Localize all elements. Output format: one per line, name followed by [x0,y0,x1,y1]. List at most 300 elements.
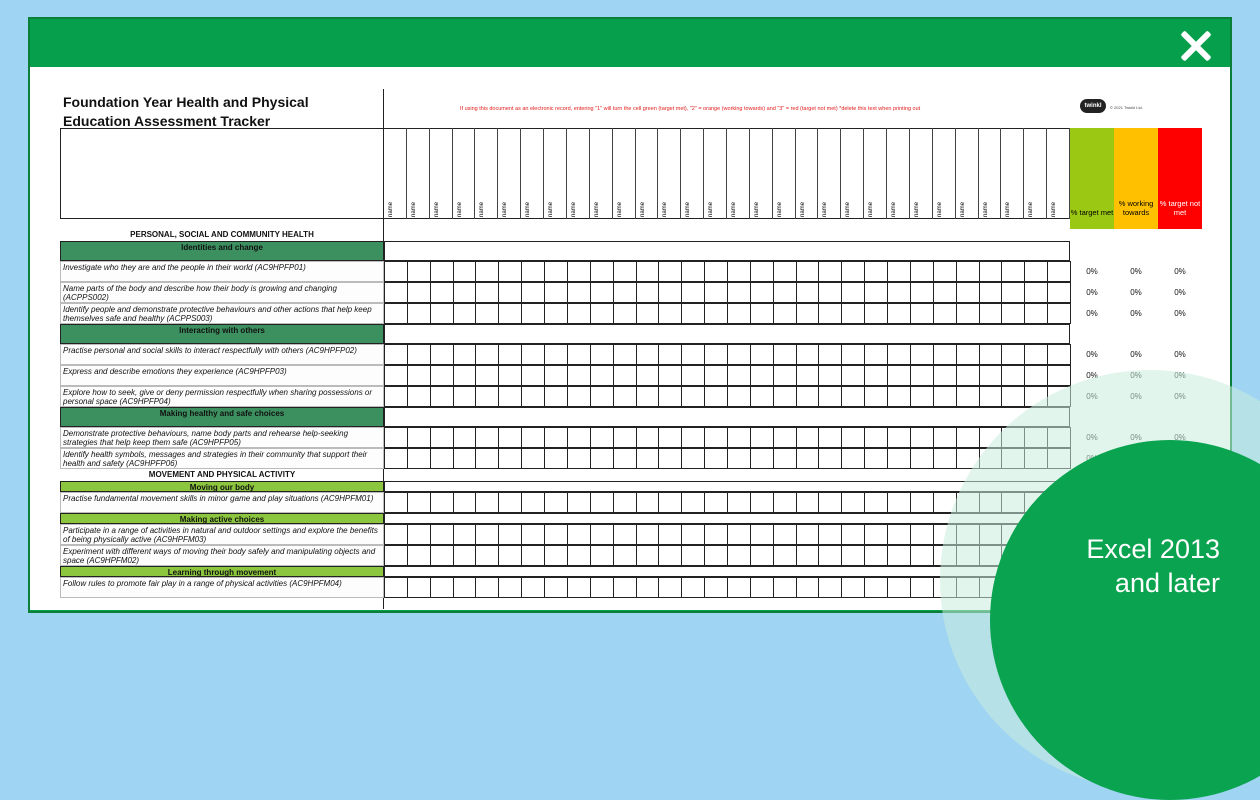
assessment-cell[interactable] [590,386,614,407]
assessment-cell[interactable] [498,577,522,598]
assessment-cell[interactable] [1047,344,1071,365]
student-name-column[interactable] [956,128,979,219]
assessment-cell[interactable] [841,492,865,513]
assessment-cell[interactable] [704,545,728,566]
assessment-cell[interactable] [818,524,842,545]
assessment-cell[interactable] [384,282,408,303]
assessment-cell[interactable] [636,448,660,469]
student-name-column[interactable] [1001,128,1024,219]
assessment-cell[interactable] [636,545,660,566]
assessment-cell[interactable] [841,545,865,566]
assessment-cell[interactable] [636,344,660,365]
student-name-column[interactable] [727,128,750,219]
assessment-cell[interactable] [453,577,477,598]
assessment-cell[interactable] [750,282,774,303]
assessment-cell[interactable] [887,524,911,545]
assessment-cell[interactable] [475,386,499,407]
assessment-cell[interactable] [681,365,705,386]
assessment-cell[interactable] [796,261,820,282]
assessment-cell[interactable] [658,386,682,407]
assessment-cell[interactable] [841,427,865,448]
assessment-cell[interactable] [636,386,660,407]
assessment-cell[interactable] [658,492,682,513]
assessment-cell[interactable] [430,577,454,598]
assessment-cell[interactable] [864,365,888,386]
assessment-cell[interactable] [773,577,797,598]
assessment-cell[interactable] [704,386,728,407]
assessment-cell[interactable] [887,448,911,469]
assessment-cell[interactable] [818,492,842,513]
student-name-column[interactable] [1024,128,1047,219]
assessment-cell[interactable] [933,386,957,407]
assessment-cell[interactable] [544,386,568,407]
student-name-column[interactable] [864,128,887,219]
assessment-cell[interactable] [704,344,728,365]
assessment-cell[interactable] [681,524,705,545]
assessment-cell[interactable] [841,303,865,324]
assessment-cell[interactable] [475,303,499,324]
assessment-cell[interactable] [658,545,682,566]
assessment-cell[interactable] [407,282,431,303]
assessment-cell[interactable] [910,524,934,545]
assessment-cell[interactable] [636,261,660,282]
assessment-cell[interactable] [773,492,797,513]
assessment-cell[interactable] [498,427,522,448]
assessment-cell[interactable] [1001,386,1025,407]
assessment-cell[interactable] [521,427,545,448]
assessment-cell[interactable] [956,282,980,303]
assessment-cell[interactable] [521,545,545,566]
assessment-cell[interactable] [1001,365,1025,386]
assessment-cell[interactable] [864,427,888,448]
assessment-cell[interactable] [636,577,660,598]
assessment-cell[interactable] [979,261,1003,282]
assessment-cell[interactable] [475,545,499,566]
assessment-cell[interactable] [818,427,842,448]
assessment-cell[interactable] [750,577,774,598]
assessment-cell[interactable] [407,303,431,324]
assessment-cell[interactable] [956,365,980,386]
student-name-column[interactable] [796,128,819,219]
assessment-cell[interactable] [613,524,637,545]
student-name-column[interactable] [544,128,567,219]
assessment-cell[interactable] [521,261,545,282]
assessment-cell[interactable] [613,386,637,407]
assessment-cell[interactable] [567,524,591,545]
assessment-cell[interactable] [498,261,522,282]
assessment-cell[interactable] [475,577,499,598]
assessment-cell[interactable] [750,365,774,386]
assessment-cell[interactable] [818,577,842,598]
assessment-cell[interactable] [864,448,888,469]
assessment-cell[interactable] [864,282,888,303]
assessment-cell[interactable] [636,524,660,545]
assessment-cell[interactable] [727,524,751,545]
student-name-column[interactable] [773,128,796,219]
student-name-column[interactable] [933,128,956,219]
assessment-cell[interactable] [407,492,431,513]
assessment-cell[interactable] [590,303,614,324]
assessment-cell[interactable] [384,261,408,282]
assessment-cell[interactable] [750,524,774,545]
assessment-cell[interactable] [773,524,797,545]
assessment-cell[interactable] [1001,261,1025,282]
assessment-cell[interactable] [636,303,660,324]
assessment-cell[interactable] [544,344,568,365]
assessment-cell[interactable] [430,386,454,407]
assessment-cell[interactable] [1001,282,1025,303]
assessment-cell[interactable] [384,545,408,566]
assessment-cell[interactable] [681,448,705,469]
assessment-cell[interactable] [750,427,774,448]
assessment-cell[interactable] [475,365,499,386]
assessment-cell[interactable] [544,261,568,282]
assessment-cell[interactable] [567,344,591,365]
assessment-cell[interactable] [796,577,820,598]
assessment-cell[interactable] [887,282,911,303]
assessment-cell[interactable] [818,448,842,469]
assessment-cell[interactable] [773,282,797,303]
assessment-cell[interactable] [384,303,408,324]
assessment-cell[interactable] [430,344,454,365]
assessment-cell[interactable] [658,524,682,545]
assessment-cell[interactable] [864,524,888,545]
assessment-cell[interactable] [887,303,911,324]
student-name-column[interactable] [498,128,521,219]
assessment-cell[interactable] [841,365,865,386]
assessment-cell[interactable] [704,427,728,448]
assessment-cell[interactable] [498,545,522,566]
assessment-cell[interactable] [727,448,751,469]
assessment-cell[interactable] [658,303,682,324]
assessment-cell[interactable] [636,427,660,448]
assessment-cell[interactable] [407,427,431,448]
assessment-cell[interactable] [933,344,957,365]
assessment-cell[interactable] [407,386,431,407]
student-name-column[interactable] [567,128,590,219]
student-name-column[interactable] [590,128,613,219]
assessment-cell[interactable] [430,492,454,513]
student-name-column[interactable] [475,128,498,219]
assessment-cell[interactable] [658,427,682,448]
assessment-cell[interactable] [933,282,957,303]
assessment-cell[interactable] [864,386,888,407]
assessment-cell[interactable] [1024,303,1048,324]
assessment-cell[interactable] [498,365,522,386]
assessment-cell[interactable] [407,577,431,598]
student-name-column[interactable] [681,128,704,219]
assessment-cell[interactable] [727,492,751,513]
assessment-cell[interactable] [567,365,591,386]
assessment-cell[interactable] [407,365,431,386]
assessment-cell[interactable] [475,524,499,545]
assessment-cell[interactable] [887,386,911,407]
assessment-cell[interactable] [887,545,911,566]
assessment-cell[interactable] [430,448,454,469]
assessment-cell[interactable] [910,261,934,282]
assessment-cell[interactable] [750,492,774,513]
assessment-cell[interactable] [384,577,408,598]
assessment-cell[interactable] [384,386,408,407]
assessment-cell[interactable] [453,492,477,513]
assessment-cell[interactable] [773,303,797,324]
assessment-cell[interactable] [841,577,865,598]
assessment-cell[interactable] [956,427,980,448]
assessment-cell[interactable] [384,427,408,448]
assessment-cell[interactable] [704,303,728,324]
assessment-cell[interactable] [544,282,568,303]
assessment-cell[interactable] [453,261,477,282]
assessment-cell[interactable] [704,261,728,282]
assessment-cell[interactable] [613,303,637,324]
assessment-cell[interactable] [613,545,637,566]
assessment-cell[interactable] [773,261,797,282]
assessment-cell[interactable] [636,282,660,303]
assessment-cell[interactable] [590,344,614,365]
assessment-cell[interactable] [841,524,865,545]
assessment-cell[interactable] [841,448,865,469]
assessment-cell[interactable] [1024,365,1048,386]
assessment-cell[interactable] [567,427,591,448]
assessment-cell[interactable] [475,282,499,303]
assessment-cell[interactable] [407,545,431,566]
assessment-cell[interactable] [430,524,454,545]
assessment-cell[interactable] [681,261,705,282]
assessment-cell[interactable] [773,344,797,365]
student-name-column[interactable] [453,128,476,219]
assessment-cell[interactable] [453,386,477,407]
assessment-cell[interactable] [933,303,957,324]
assessment-cell[interactable] [956,261,980,282]
assessment-cell[interactable] [727,303,751,324]
assessment-cell[interactable] [750,344,774,365]
assessment-cell[interactable] [613,448,637,469]
assessment-cell[interactable] [544,577,568,598]
student-name-column[interactable] [1047,128,1070,219]
assessment-cell[interactable] [910,427,934,448]
assessment-cell[interactable] [567,282,591,303]
assessment-cell[interactable] [910,545,934,566]
assessment-cell[interactable] [521,344,545,365]
assessment-cell[interactable] [544,448,568,469]
student-name-column[interactable] [979,128,1002,219]
assessment-cell[interactable] [1001,303,1025,324]
assessment-cell[interactable] [613,365,637,386]
close-icon[interactable] [1178,29,1212,63]
assessment-cell[interactable] [750,545,774,566]
assessment-cell[interactable] [658,282,682,303]
student-name-column[interactable] [704,128,727,219]
assessment-cell[interactable] [590,282,614,303]
assessment-cell[interactable] [818,303,842,324]
assessment-cell[interactable] [727,386,751,407]
assessment-cell[interactable] [475,427,499,448]
assessment-cell[interactable] [979,365,1003,386]
assessment-cell[interactable] [910,303,934,324]
assessment-cell[interactable] [979,282,1003,303]
assessment-cell[interactable] [407,524,431,545]
assessment-cell[interactable] [818,282,842,303]
assessment-cell[interactable] [1024,344,1048,365]
assessment-cell[interactable] [796,448,820,469]
assessment-cell[interactable] [887,427,911,448]
assessment-cell[interactable] [910,386,934,407]
assessment-cell[interactable] [910,448,934,469]
assessment-cell[interactable] [590,365,614,386]
assessment-cell[interactable] [933,261,957,282]
assessment-cell[interactable] [544,524,568,545]
assessment-cell[interactable] [979,344,1003,365]
assessment-cell[interactable] [818,344,842,365]
assessment-cell[interactable] [727,427,751,448]
assessment-cell[interactable] [453,448,477,469]
assessment-cell[interactable] [430,545,454,566]
assessment-cell[interactable] [658,261,682,282]
assessment-cell[interactable] [681,282,705,303]
assessment-cell[interactable] [544,303,568,324]
assessment-cell[interactable] [887,344,911,365]
assessment-cell[interactable] [704,282,728,303]
assessment-cell[interactable] [384,492,408,513]
assessment-cell[interactable] [544,427,568,448]
assessment-cell[interactable] [453,365,477,386]
assessment-cell[interactable] [567,303,591,324]
assessment-cell[interactable] [887,261,911,282]
assessment-cell[interactable] [887,577,911,598]
assessment-cell[interactable] [910,492,934,513]
student-name-column[interactable] [750,128,773,219]
assessment-cell[interactable] [773,427,797,448]
assessment-cell[interactable] [453,282,477,303]
assessment-cell[interactable] [521,303,545,324]
assessment-cell[interactable] [453,545,477,566]
assessment-cell[interactable] [727,344,751,365]
assessment-cell[interactable] [384,448,408,469]
assessment-cell[interactable] [841,261,865,282]
assessment-cell[interactable] [613,261,637,282]
student-name-column[interactable] [384,128,407,219]
assessment-cell[interactable] [613,577,637,598]
assessment-cell[interactable] [704,524,728,545]
assessment-cell[interactable] [750,261,774,282]
assessment-cell[interactable] [475,448,499,469]
assessment-cell[interactable] [453,344,477,365]
assessment-cell[interactable] [818,545,842,566]
assessment-cell[interactable] [773,545,797,566]
assessment-cell[interactable] [590,545,614,566]
assessment-cell[interactable] [658,365,682,386]
assessment-cell[interactable] [887,365,911,386]
assessment-cell[interactable] [658,448,682,469]
assessment-cell[interactable] [1024,282,1048,303]
assessment-cell[interactable] [704,492,728,513]
assessment-cell[interactable] [864,344,888,365]
assessment-cell[interactable] [773,386,797,407]
assessment-cell[interactable] [475,344,499,365]
assessment-cell[interactable] [407,261,431,282]
assessment-cell[interactable] [1001,344,1025,365]
assessment-cell[interactable] [1047,261,1071,282]
assessment-cell[interactable] [1047,282,1071,303]
assessment-cell[interactable] [1047,303,1071,324]
assessment-cell[interactable] [796,524,820,545]
assessment-cell[interactable] [727,577,751,598]
assessment-cell[interactable] [796,365,820,386]
assessment-cell[interactable] [498,448,522,469]
assessment-cell[interactable] [750,448,774,469]
assessment-cell[interactable] [818,261,842,282]
assessment-cell[interactable] [590,492,614,513]
assessment-cell[interactable] [979,303,1003,324]
assessment-cell[interactable] [521,524,545,545]
assessment-cell[interactable] [544,492,568,513]
assessment-cell[interactable] [453,303,477,324]
assessment-cell[interactable] [521,365,545,386]
assessment-cell[interactable] [796,545,820,566]
assessment-cell[interactable] [498,386,522,407]
assessment-cell[interactable] [658,344,682,365]
assessment-cell[interactable] [613,427,637,448]
assessment-cell[interactable] [704,365,728,386]
assessment-cell[interactable] [590,427,614,448]
assessment-cell[interactable] [887,492,911,513]
assessment-cell[interactable] [430,365,454,386]
assessment-cell[interactable] [1024,261,1048,282]
assessment-cell[interactable] [567,448,591,469]
assessment-cell[interactable] [933,365,957,386]
assessment-cell[interactable] [430,427,454,448]
assessment-cell[interactable] [681,386,705,407]
assessment-cell[interactable] [864,545,888,566]
assessment-cell[interactable] [407,448,431,469]
student-name-column[interactable] [521,128,544,219]
assessment-cell[interactable] [613,492,637,513]
assessment-cell[interactable] [430,303,454,324]
student-name-column[interactable] [841,128,864,219]
assessment-cell[interactable] [498,344,522,365]
assessment-cell[interactable] [750,386,774,407]
assessment-cell[interactable] [727,365,751,386]
assessment-cell[interactable] [521,492,545,513]
assessment-cell[interactable] [796,344,820,365]
assessment-cell[interactable] [521,386,545,407]
assessment-cell[interactable] [681,577,705,598]
assessment-cell[interactable] [430,282,454,303]
assessment-cell[interactable] [498,492,522,513]
assessment-cell[interactable] [681,303,705,324]
assessment-cell[interactable] [864,577,888,598]
assessment-cell[interactable] [453,427,477,448]
assessment-cell[interactable] [521,577,545,598]
assessment-cell[interactable] [910,282,934,303]
assessment-cell[interactable] [796,427,820,448]
assessment-cell[interactable] [384,524,408,545]
assessment-cell[interactable] [636,492,660,513]
assessment-cell[interactable] [681,492,705,513]
assessment-cell[interactable] [521,448,545,469]
assessment-cell[interactable] [773,365,797,386]
assessment-cell[interactable] [818,386,842,407]
assessment-cell[interactable] [613,344,637,365]
assessment-cell[interactable] [681,344,705,365]
assessment-cell[interactable] [979,386,1003,407]
assessment-cell[interactable] [841,386,865,407]
student-name-column[interactable] [658,128,681,219]
assessment-cell[interactable] [704,448,728,469]
assessment-cell[interactable] [864,303,888,324]
assessment-cell[interactable] [567,386,591,407]
student-name-column[interactable] [613,128,636,219]
